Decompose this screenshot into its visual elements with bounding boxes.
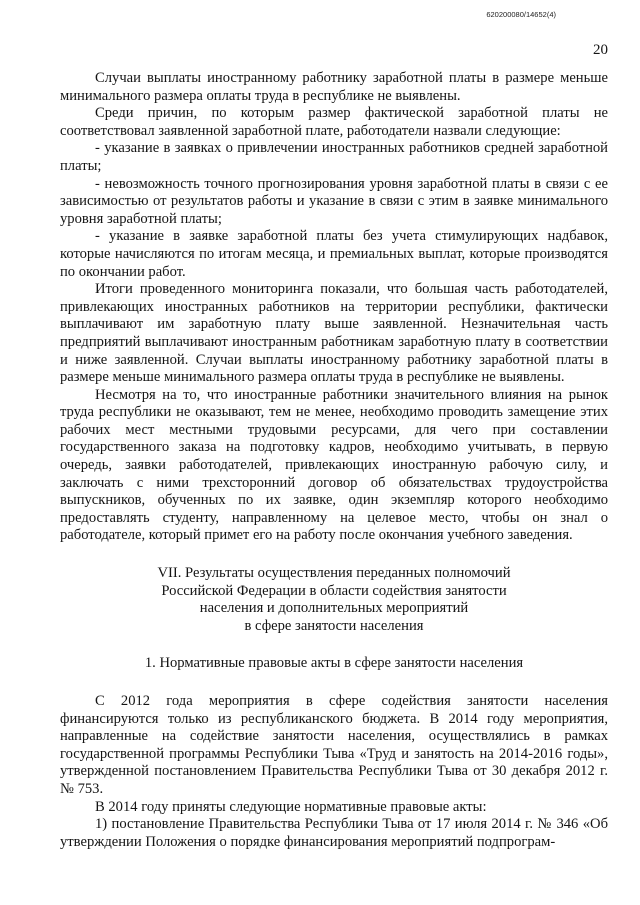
- list-item: - невозможность точного прогнозирования уровня заработной платы в связи с ее зависимостью от результатов работы и указание в связи с этим в заявке минимального уровня заработной платы;: [60, 175, 608, 227]
- subsection-title: 1. Нормативные правовые акты в сфере занятости населения: [144, 655, 524, 672]
- section-title-line: Российской Федерации в области содействия занятости: [161, 582, 507, 599]
- paragraph: Несмотря на то, что иностранные работники значительного влияния на рынок труда республики не оказывают, тем не менее, необходимо проводить замещение этих рабочих мест местными трудовыми ресурсами, для чего при составлении государственного заказа на подготовку кадров, необходимо учитывать, в первую очередь, заявки работодателей, привлекающих иностранную рабочую силу, и заключать с ними трехсторонний договор об обязательствах трудоустройства выпускников, обученных по их заявке, один экземпляр которого необходимо предоставлять студенту, направленному на целевое место, чтобы он знал о работодателе, который примет его на работу после окончания учебного заведения.: [60, 386, 608, 544]
- document-body: [60, 70, 608, 851]
- list-item: - указание в заявках о привлечении иностранных работников средней заработной платы;: [60, 140, 608, 174]
- page-number: 20: [593, 42, 608, 58]
- section-title: [60, 565, 608, 635]
- section-title-line: VII. Результаты осуществления переданных полномочий: [157, 565, 511, 582]
- paragraph: Итоги проведенного мониторинга показали, что большая часть работодателей, привлекающих иностранных работников на территории республики, фактически выплачивают им заработную плату выше заявленной. Незначительная часть предприятий выплачивают иностранным работникам заработную плату в соответствии и ниже заявленной. Случаи выплаты иностранному работнику заработной платы в размере меньше минимального размера оплаты труда в республике не выявлены.: [60, 281, 608, 386]
- paragraph: Случаи выплаты иностранному работнику заработной платы в размере меньше минимального размера оплаты труда в республике не выявлены.: [60, 70, 608, 104]
- document-number: 620200080/14652(4): [486, 10, 556, 19]
- section-title-line: в сфере занятости населения: [244, 617, 424, 634]
- list-item: - указание в заявке заработной платы без учета стимулирующих надбавок, которые начисляются по итогам месяца, и премиальных выплат, которые производятся по окончании работ.: [60, 228, 608, 280]
- paragraph: Среди причин, по которым размер фактической заработной платы не соответствовал заявленной заработной плате, работодатели назвали следующие:: [60, 105, 608, 139]
- paragraph: 1) постановление Правительства Республики Тыва от 17 июля 2014 г. № 346 «Об утверждении Положения о порядке финансирования мероприятий подпрограм-: [60, 816, 608, 850]
- section-title-line: населения и дополнительных мероприятий: [199, 600, 469, 617]
- paragraph: В 2014 году приняты следующие нормативные правовые акты:: [95, 798, 487, 815]
- paragraph: С 2012 года мероприятия в сфере содействия занятости населения финансируются только из республиканского бюджета. В 2014 году мероприятия, направленные на содействие занятости населения, осуществлялись в рамках государственной программы Республики Тыва «Труд и занятость на 2014-2016 годы», утвержденной постановлением Правительства Республики Тыва от 30 декабря 2012 г. № 753.: [60, 693, 608, 797]
